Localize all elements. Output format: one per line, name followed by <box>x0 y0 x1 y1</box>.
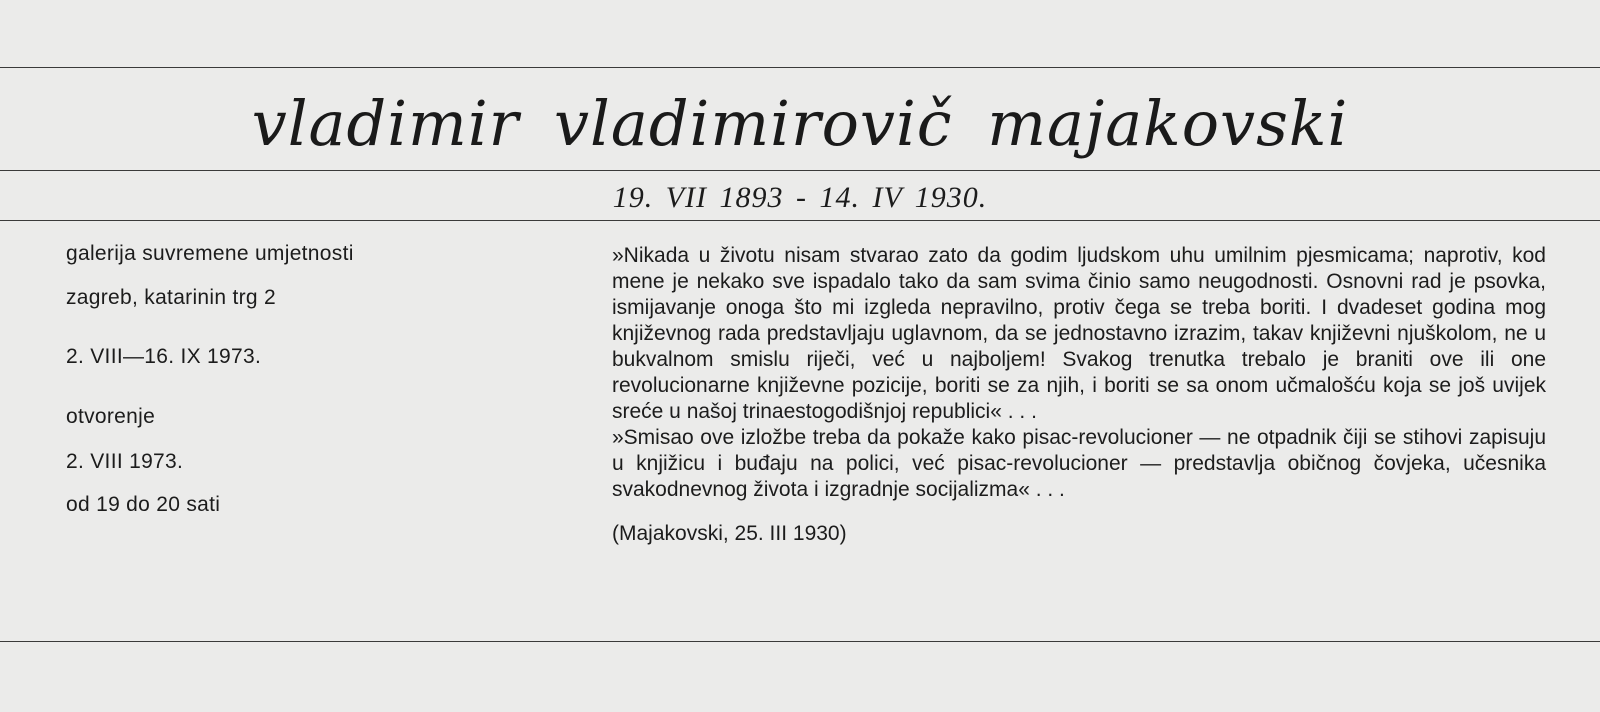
dates-lower-rule <box>0 220 1600 221</box>
address: zagreb, katarinin trg 2 <box>66 286 277 309</box>
exhibition-period: 2. VIII—16. IX 1973. <box>66 345 262 368</box>
opening-time: od 19 do 20 sati <box>66 493 221 516</box>
life-dates: 19. VII 1893 - 14. IV 1930. <box>612 181 988 214</box>
bottom-rule <box>0 641 1600 642</box>
venue: galerija suvremene umjetnosti <box>66 242 354 265</box>
top-rule <box>0 67 1600 68</box>
page-title: vladimir vladimirovič majakovski <box>251 87 1349 160</box>
opening-label: otvorenje <box>66 405 156 428</box>
quote-source: (Majakovski, 25. III 1930) <box>612 522 847 545</box>
opening-date: 2. VIII 1973. <box>66 450 184 473</box>
title-lower-rule <box>0 170 1600 171</box>
majakovski-quote <box>612 243 1546 547</box>
quote-paragraph-2: »Smisao ove izložbe treba da pokaže kako pisac-revolucioner — ne otpadnik čiji se stihovi zapisuju u knjižicu i buđaju na polici, već pisac-revolucioner — predstavlja običnog čovjeka, učesnika svakodnevnog života i izgradnje socijalizma« . . . <box>612 426 1546 501</box>
quote-paragraph-1: »Nikada u životu nisam stvarao zato da godim ljudskom uhu umilnim pjesmicama; naprotiv, kod mene je nekako sve ispadalo tako da sam svima činio samo neugodnosti. Osnovni rad je psovka, ismijavanje onoga što mi izgleda nepravilno, protiv čega se treba boriti. I dvadeset godina mog književnog rada predstavljaju uglavnom, da se jednostavno izrazim, takav književni njuškolom, ne u bukvalnom smislu riječi, već u najboljem! Svakog trenutka trebalo je braniti ove ili one revolucionarne književne pozicije, boriti se za njih, i boriti se sa onom učmalošću koja se još uvijek sreće u našoj trinaestogodišnjoj republici« . . . <box>612 244 1546 423</box>
